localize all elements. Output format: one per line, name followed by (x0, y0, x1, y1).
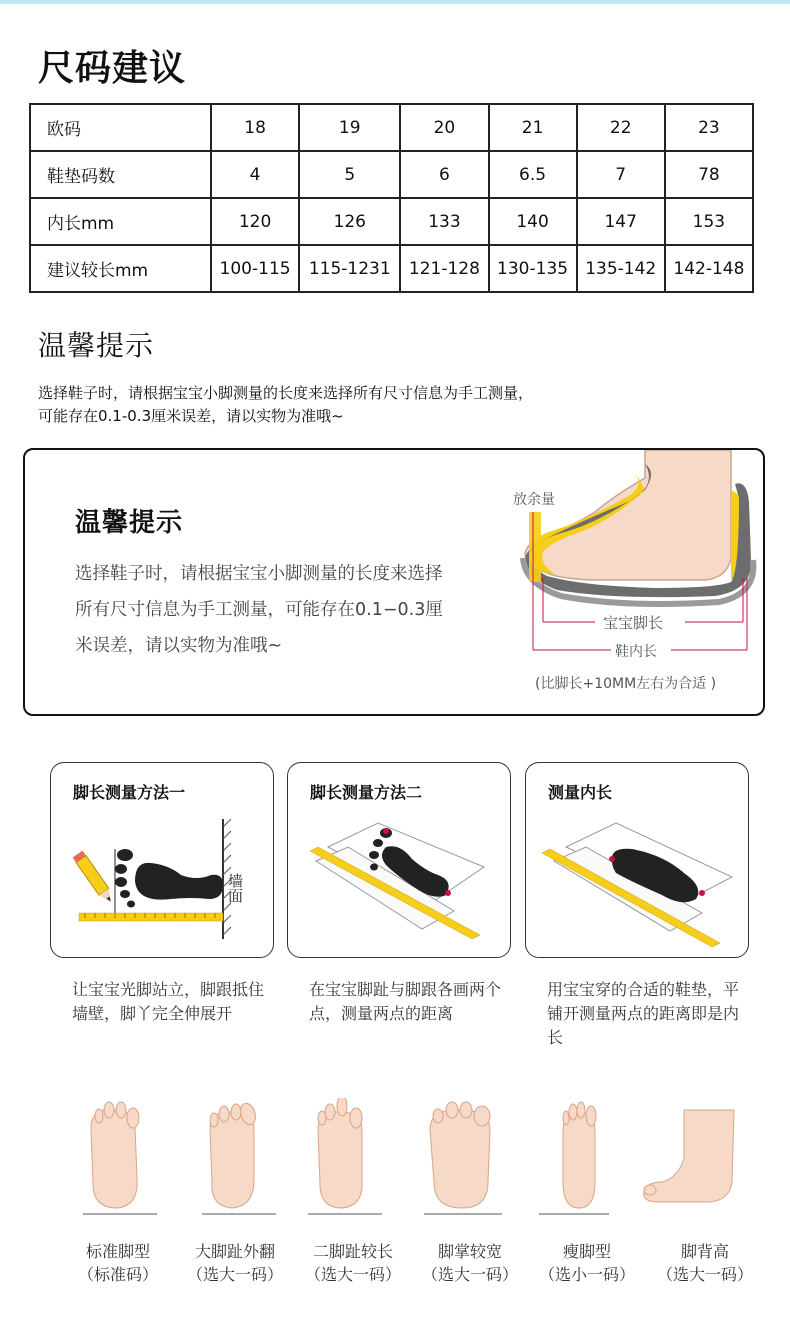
foot-type-label (405, 1240, 535, 1286)
method-desc: 让宝宝光脚站立，脚跟抵住墙壁，脚丫完全伸展开 (72, 980, 265, 1023)
foot-type-name: 瘦脚型 (562, 1242, 611, 1261)
allowance-label: 放余量 (513, 492, 555, 508)
method-card-3 (525, 762, 749, 958)
table-cell: 6.5 (489, 151, 577, 198)
foot-type-advice: （选大一码） (186, 1265, 283, 1284)
row-label: 内长mm (30, 198, 211, 245)
table-cell: 130-135 (489, 245, 577, 292)
inner-length-label: 鞋内长 (615, 644, 657, 660)
method-title: 脚长测量方法一 (73, 783, 186, 802)
table-cell: 5 (299, 151, 400, 198)
tip-box (23, 448, 765, 716)
foot-type-label (170, 1240, 300, 1286)
method-2-illustration (288, 763, 512, 959)
table-cell: 120 (211, 198, 299, 245)
toe-print (115, 864, 127, 874)
table-cell: 23 (665, 104, 753, 151)
foot-type-long-second-toe-icon (290, 1098, 400, 1228)
foot-type-advice: （选大一码） (304, 1265, 401, 1284)
table-cell: 18 (211, 104, 299, 151)
foot-type-advice: （选大一码） (656, 1265, 753, 1284)
tips-text-line: 选择鞋子时，请根据宝宝小脚测量的长度来选择所有尺寸信息为手工测量， (38, 384, 534, 402)
toe-print (370, 864, 378, 871)
tips-text (38, 382, 758, 428)
table-cell: 121-128 (400, 245, 488, 292)
method-3-illustration (526, 763, 750, 959)
table-row (30, 104, 753, 151)
foot-type-name: 标准脚型 (85, 1242, 150, 1261)
foot-type-name: 脚掌较宽 (437, 1242, 502, 1261)
toe-print (120, 890, 130, 898)
table-cell: 135-142 (577, 245, 665, 292)
foot-length-label: 宝宝脚长 (603, 614, 664, 632)
table-row (30, 151, 753, 198)
measure-point (445, 890, 451, 896)
foot-type-advice: （选大一码） (421, 1265, 518, 1284)
ruler (79, 913, 223, 921)
shoe-fit-diagram (495, 450, 765, 715)
method-desc: 用宝宝穿的合适的鞋垫，平铺开测量两点的距离即是内长 (547, 980, 740, 1047)
table-cell: 6 (400, 151, 488, 198)
foot-type-advice: （选小一码） (538, 1265, 635, 1284)
pencil-icon (73, 851, 116, 905)
allowance-marker (529, 512, 541, 582)
foot-illustration (525, 450, 731, 580)
foot-type-wide-icon (408, 1098, 518, 1228)
measure-point (383, 828, 389, 834)
row-label: 鞋垫码数 (30, 151, 211, 198)
foot-type-narrow-icon (527, 1098, 637, 1228)
measure-point (609, 856, 615, 862)
foot-type-high-instep-icon (638, 1098, 748, 1228)
foot-type-name: 脚背高 (680, 1242, 729, 1261)
tips-text-line: 可能存在0.1-0.3厘米误差，请以实物为准哦~ (38, 407, 344, 425)
row-label: 建议较长mm (30, 245, 211, 292)
toe-print (373, 839, 383, 847)
table-cell: 21 (489, 104, 577, 151)
table-cell: 78 (665, 151, 753, 198)
foot-type-bunion-icon (180, 1098, 290, 1228)
method-title: 测量内长 (548, 783, 613, 802)
foot-type-label (640, 1240, 770, 1286)
toe-print (369, 851, 379, 859)
method-card-2 (287, 762, 511, 958)
foot-type-label (288, 1240, 418, 1286)
table-cell: 22 (577, 104, 665, 151)
row-label: 欧码 (30, 104, 211, 151)
measure-point (699, 890, 705, 896)
tips-heading: 温馨提示 (38, 329, 155, 362)
table-cell: 7 (577, 151, 665, 198)
table-cell: 20 (400, 104, 488, 151)
tip-box-title: 温馨提示 (75, 508, 184, 538)
table-cell: 100-115 (211, 245, 299, 292)
table-cell: 4 (211, 151, 299, 198)
table-row (30, 198, 753, 245)
foot-type-standard-icon (63, 1098, 173, 1228)
foot-type-name: 大脚趾外翻 (194, 1242, 275, 1261)
method-card-1 (50, 762, 274, 958)
toe-print (127, 901, 135, 908)
table-cell: 115-1231 (299, 245, 400, 292)
foot-type-label (53, 1240, 183, 1286)
table-cell: 19 (299, 104, 400, 151)
table-cell: 126 (299, 198, 400, 245)
foot-type-advice: （标准码） (77, 1265, 158, 1284)
fit-note: (比脚长+10MM左右为合适 ) (535, 676, 717, 692)
wall-label: 墙面 (226, 873, 244, 903)
tip-box-body: 选择鞋子时，请根据宝宝小脚测量的长度来选择所有尺寸信息为手工测量，可能存在0.1−0.3厘米误差，请以实物为准哦~ (75, 564, 443, 656)
method-1-illustration (51, 763, 275, 959)
table-cell: 153 (665, 198, 753, 245)
table-cell: 147 (577, 198, 665, 245)
method-title: 脚长测量方法二 (310, 783, 423, 802)
table-cell: 133 (400, 198, 488, 245)
table-cell: 140 (489, 198, 577, 245)
toe-print (115, 877, 127, 887)
foot-type-name: 二脚趾较长 (312, 1242, 393, 1261)
size-table (29, 103, 754, 293)
method-desc: 在宝宝脚趾与脚跟各画两个点，测量两点的距离 (309, 980, 502, 1023)
footprint-sole (135, 863, 223, 900)
table-cell: 142-148 (665, 245, 753, 292)
foot-type-label (522, 1240, 652, 1286)
table-row (30, 245, 753, 292)
top-accent-bar (0, 0, 790, 4)
toe-print (117, 849, 133, 861)
page-title: 尺码建议 (38, 48, 187, 89)
